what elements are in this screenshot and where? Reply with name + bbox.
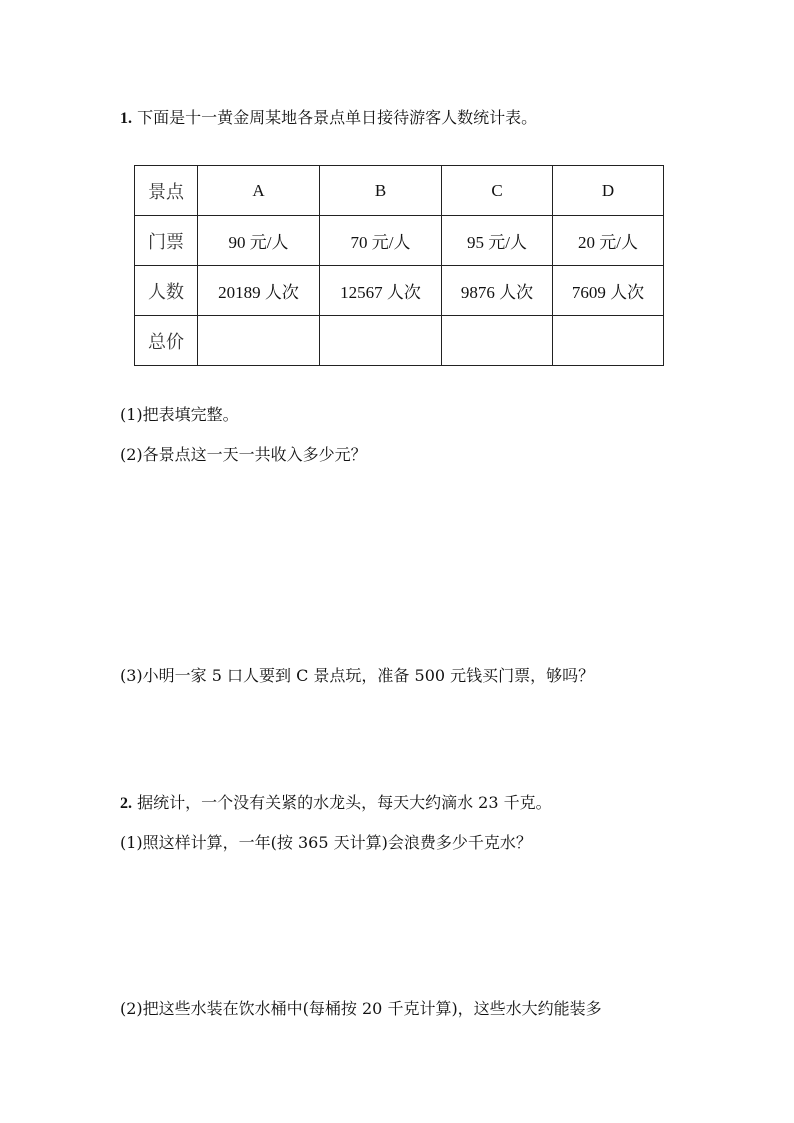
table-cell: 90 元/人: [198, 216, 320, 266]
answer-cell-c[interactable]: [442, 316, 553, 366]
q2-stem: 据统计，一个没有关紧的水龙头，每天大约滴水 23 千克。: [137, 793, 552, 812]
q1-stem-line: [120, 108, 537, 129]
row-label-visitors: 人数: [135, 266, 198, 316]
answer-cell-b[interactable]: [320, 316, 442, 366]
column-header-d: D: [553, 166, 664, 216]
answer-cell-a[interactable]: [198, 316, 320, 366]
q1-sub3: (3)小明一家 5 口人要到 C 景点玩，准备 500 元钱买门票，够吗？: [120, 666, 595, 685]
column-header-a: A: [198, 166, 320, 216]
q1-sub2: (2)各景点这一天一共收入多少元？: [120, 445, 367, 464]
row-label-total: 总价: [135, 316, 198, 366]
table-header-row: [135, 166, 664, 216]
q2-sub2: (2)把这些水装在饮水桶中(每桶按 20 千克计算)，这些水大约能装多: [120, 999, 602, 1018]
table-row-visitors: [135, 266, 664, 316]
table-row-total: [135, 316, 664, 366]
table-cell: 9876 人次: [442, 266, 553, 316]
table-cell: 20189 人次: [198, 266, 320, 316]
table-header-label: 景点: [135, 166, 198, 216]
answer-cell-d[interactable]: [553, 316, 664, 366]
table-cell: 20 元/人: [553, 216, 664, 266]
row-label-ticket: 门票: [135, 216, 198, 266]
table-cell: 70 元/人: [320, 216, 442, 266]
column-header-c: C: [442, 166, 553, 216]
table-cell: 7609 人次: [553, 266, 664, 316]
q1-sub1: (1)把表填完整。: [120, 405, 239, 424]
q2-sub1: (1)照这样计算，一年(按 365 天计算)会浪费多少千克水？: [120, 833, 532, 852]
q2-number: 2.: [120, 795, 132, 812]
table-cell: 12567 人次: [320, 266, 442, 316]
q2-stem-line: [120, 793, 552, 814]
q1-stem: 下面是十一黄金周某地各景点单日接待游客人数统计表。: [137, 108, 538, 127]
table-cell: 95 元/人: [442, 216, 553, 266]
column-header-b: B: [320, 166, 442, 216]
table-row-ticket: [135, 216, 664, 266]
scenic-spot-table: [134, 165, 664, 366]
q1-number: 1.: [120, 110, 132, 127]
